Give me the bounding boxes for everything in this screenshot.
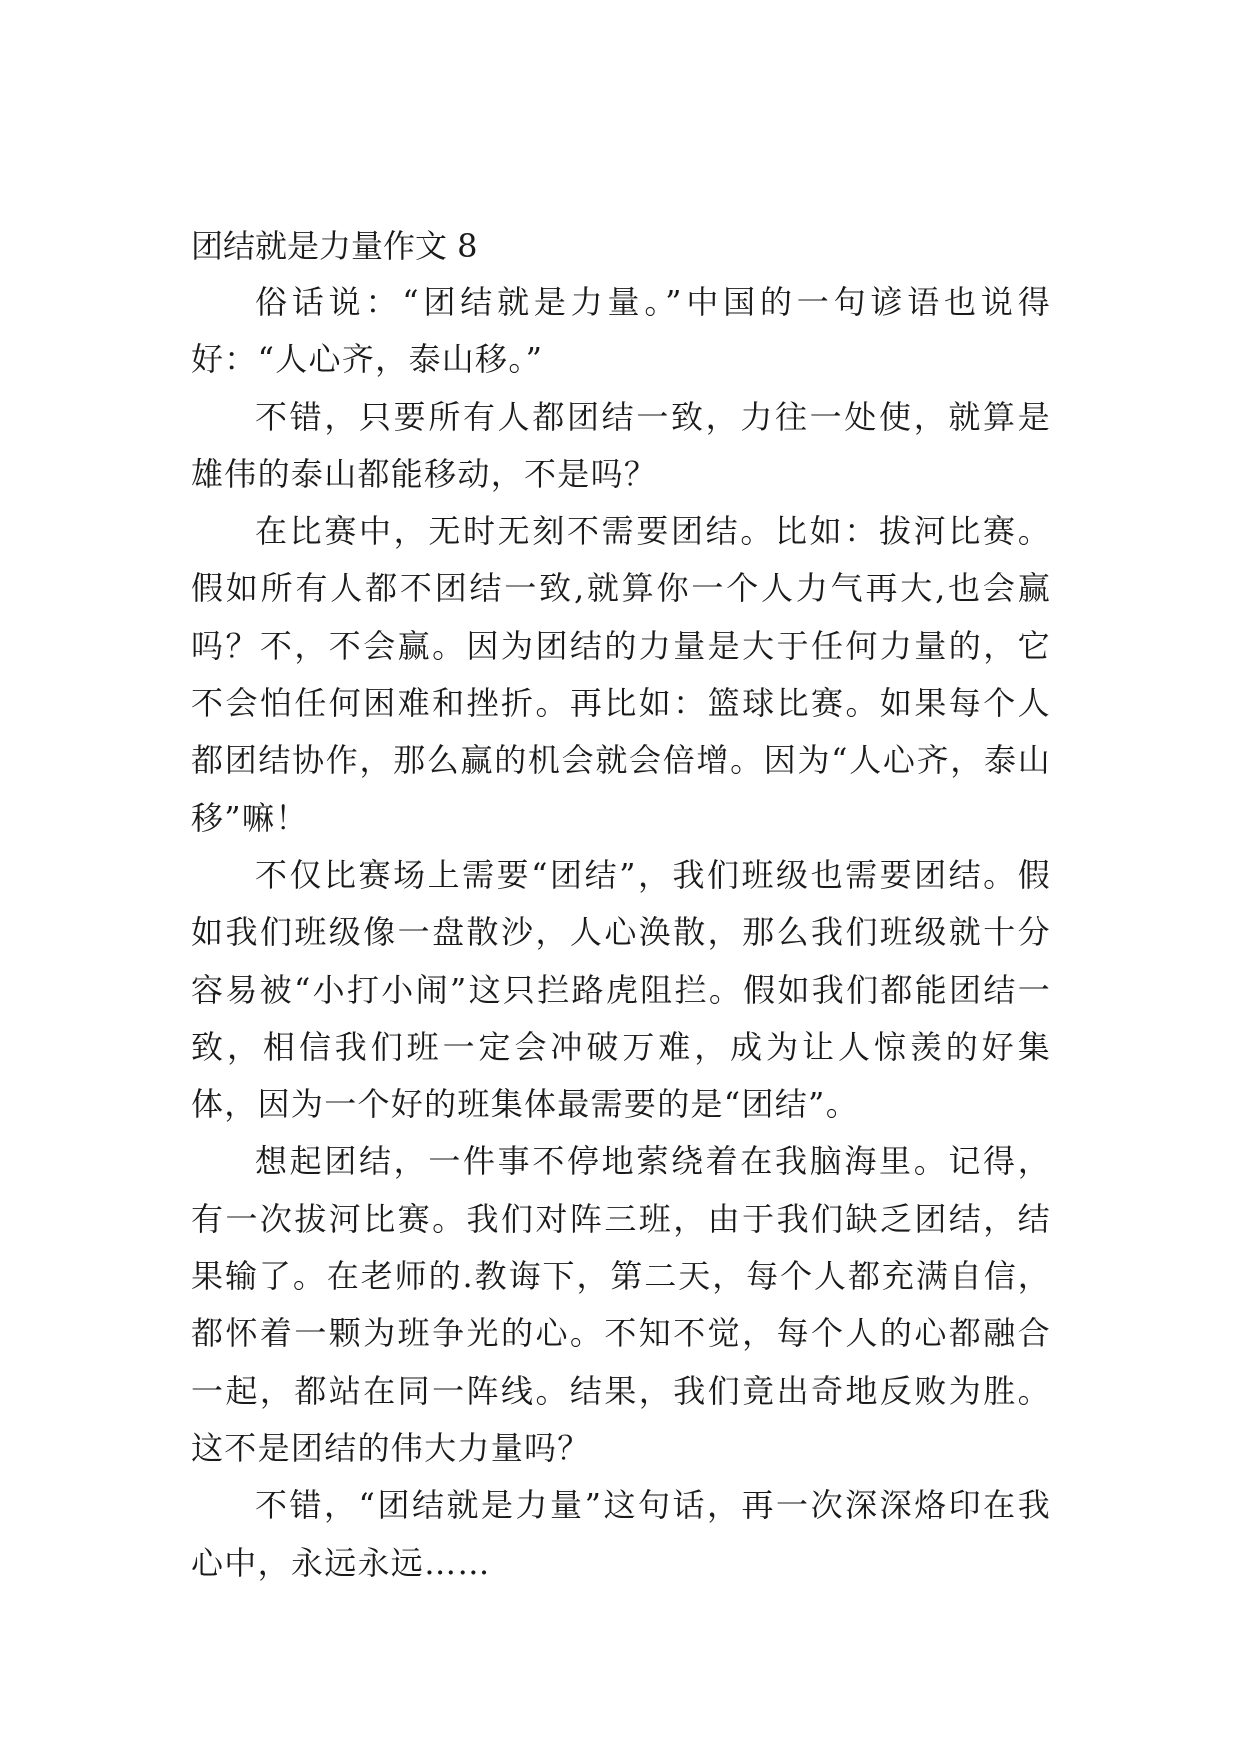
paragraph: 在比赛中，无时无刻不需要团结。比如：拔河比赛。假如所有人都不团结一致,就算你一个人力气再大,也会赢吗？不，不会赢。因为团结的力量是大于任何力量的，它不会怕任何困难和挫折。再比如：篮球比赛。如果每个人都团结协作，那么赢的机会就会倍增。因为“人心齐，泰山移”嘛！ xyxy=(191,512,1051,837)
paragraph: 不仅比赛场上需要“团结”，我们班级也需要团结。假如我们班级像一盘散沙，人心涣散，那么我们班级就十分容易被“小打小闹”这只拦路虎阻拦。假如我们都能团结一致，相信我们班一定会冲破万难，成为让人惊羡的好集体，因为一个好的班集体最需要的是“团结”。 xyxy=(191,855,1051,1124)
document-title: 团结就是力量作文 8 xyxy=(191,227,478,265)
paragraph: 不错，只要所有人都团结一致，力往一处使，就算是雄伟的泰山都能移动，不是吗？ xyxy=(191,397,1051,493)
paragraph: 俗话说：“团结就是力量。”中国的一句谚语也说得好：“人心齐，泰山移。” xyxy=(191,283,1051,379)
paragraph: 不错，“团结就是力量”这句话，再一次深深烙印在我心中，永远永远…… xyxy=(191,1486,1051,1582)
document-body xyxy=(191,274,1051,1592)
paragraph: 想起团结，一件事不停地萦绕着在我脑海里。记得，有一次拔河比赛。我们对阵三班，由于我们缺乏团结，结果输了。在老师的.教诲下，第二天，每个人都充满自信，都怀着一颗为班争光的心。不知不觉，每个人的心都融合一起，都站在同一阵线。结果，我们竟出奇地反败为胜。这不是团结的伟大力量吗？ xyxy=(191,1142,1051,1467)
